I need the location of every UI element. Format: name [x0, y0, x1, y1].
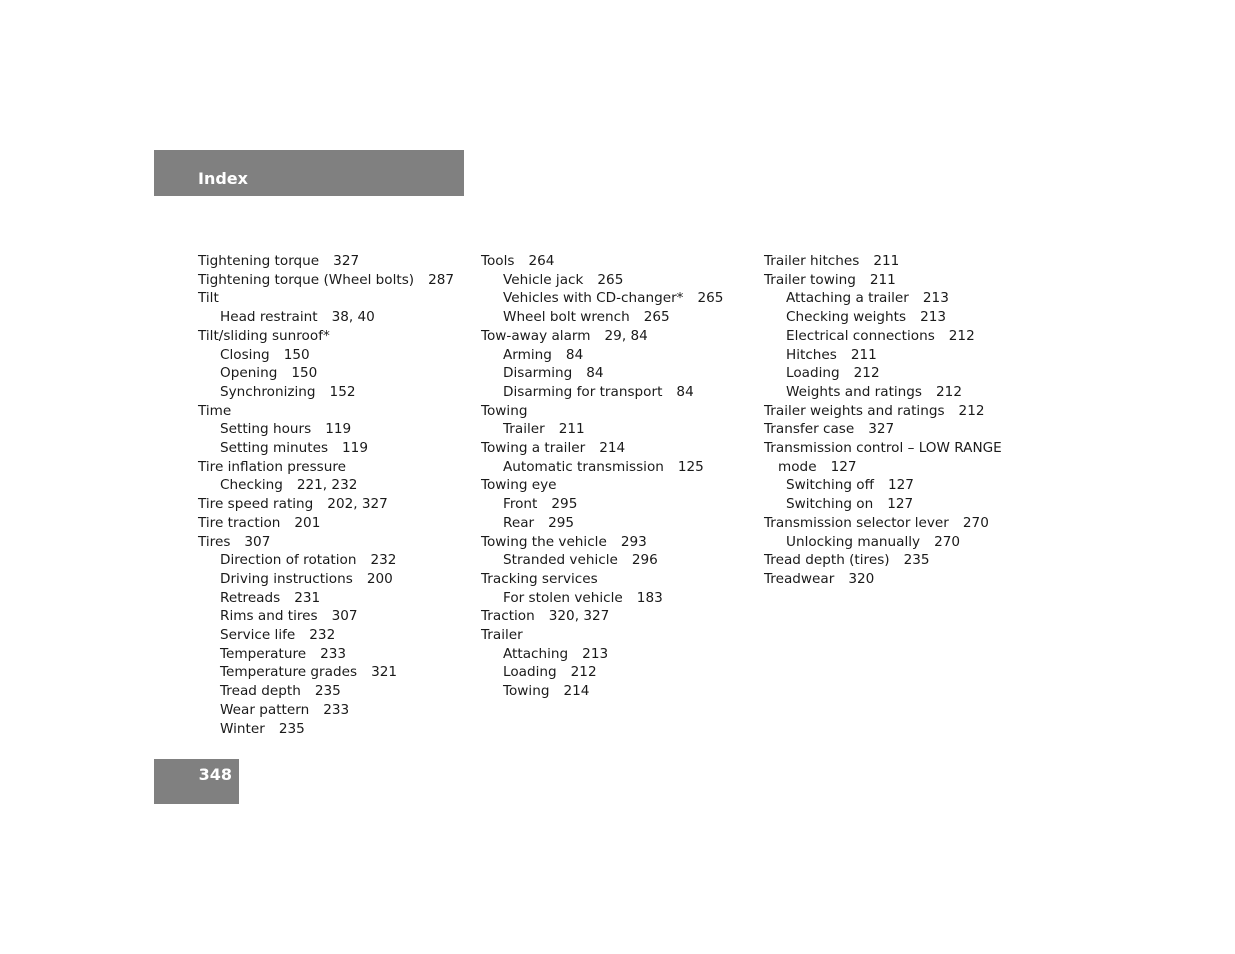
index-subentry	[198, 383, 454, 402]
index-entry	[198, 458, 454, 477]
index-term: For stolen vehicle	[503, 589, 623, 606]
index-subentry	[481, 289, 723, 308]
index-term: Switching on	[786, 496, 874, 513]
index-entry	[481, 439, 723, 458]
index-term: Winter	[220, 720, 265, 737]
index-term: Transfer case	[764, 421, 855, 438]
index-term: Trailer	[481, 627, 523, 644]
index-subentry	[481, 308, 723, 327]
index-entry	[481, 327, 723, 346]
index-page-ref[interactable]: 200	[366, 570, 393, 587]
index-term: Automatic transmission	[503, 458, 664, 475]
index-entry	[764, 551, 1002, 570]
index-subentry	[481, 514, 723, 533]
index-page-ref[interactable]: 183	[636, 589, 663, 606]
index-page-ref[interactable]: 84	[565, 346, 584, 363]
index-page-ref[interactable]: 212	[958, 402, 985, 419]
index-term: Synchronizing	[220, 383, 316, 400]
index-subentry	[764, 308, 1002, 327]
index-term: Head restraint	[220, 309, 318, 326]
index-entry	[198, 271, 454, 290]
index-page-ref[interactable]: 307	[331, 608, 358, 625]
index-term: Towing a trailer	[481, 440, 586, 457]
index-page-ref[interactable]: 212	[853, 365, 880, 382]
index-subentry	[764, 476, 1002, 495]
index-term: Towing	[481, 402, 528, 419]
index-subentry	[198, 701, 454, 720]
index-page-ref[interactable]: 270	[962, 514, 989, 531]
index-subentry	[198, 308, 454, 327]
index-entry	[481, 533, 723, 552]
index-page-ref[interactable]: 125	[677, 458, 704, 475]
index-term: Tread depth (tires)	[764, 552, 890, 569]
index-entry	[481, 607, 723, 626]
page-number: 348	[198, 765, 232, 784]
index-page-ref[interactable]: 212	[936, 383, 962, 400]
index-page-ref[interactable]: 214	[563, 683, 590, 700]
index-subentry	[764, 533, 1002, 552]
index-term: Disarming for transport	[503, 383, 663, 400]
page-number-tab	[154, 759, 239, 804]
index-page-ref[interactable]: 211	[873, 253, 900, 269]
index-entry	[764, 570, 1002, 589]
index-page-ref[interactable]: 265	[643, 309, 670, 326]
index-term: Loading	[786, 365, 840, 382]
index-page-ref[interactable]: 287	[428, 271, 455, 288]
index-subentry	[764, 364, 1002, 383]
index-term: Weights and ratings	[786, 383, 923, 400]
index-entry	[198, 327, 454, 346]
index-entry	[764, 514, 1002, 533]
index-page-ref[interactable]: 211	[850, 346, 877, 363]
index-page-ref[interactable]: 264	[528, 253, 555, 269]
index-term: Towing the vehicle	[481, 533, 607, 550]
index-term: Tires	[198, 533, 231, 550]
index-subentry	[481, 663, 723, 682]
index-page-ref[interactable]: 119	[342, 440, 368, 457]
index-page-ref[interactable]: 231	[294, 589, 321, 606]
index-term: Arming	[503, 346, 552, 363]
index-page-ref[interactable]: 270	[934, 533, 961, 550]
index-page-ref[interactable]: 235	[903, 552, 930, 569]
section-title: Index	[198, 169, 248, 188]
index-entry	[198, 289, 454, 308]
index-term: Rims and tires	[220, 608, 318, 625]
index-subentry	[764, 327, 1002, 346]
index-page-ref[interactable]: 265	[597, 271, 624, 288]
index-term: Wear pattern	[220, 701, 310, 718]
index-page-ref[interactable]: 233	[323, 701, 350, 718]
index-page-ref[interactable]: 327	[868, 421, 895, 438]
index-subentry	[481, 383, 723, 402]
index-term: mode	[778, 458, 817, 475]
index-entry	[764, 439, 1002, 458]
index-subentry	[198, 682, 454, 701]
index-term: Disarming	[503, 365, 573, 382]
index-entry	[198, 495, 454, 514]
index-page-ref[interactable]: 211	[869, 271, 896, 288]
index-term: Checking	[220, 477, 283, 494]
index-entry	[481, 570, 723, 589]
index-subentry	[198, 570, 454, 589]
index-page-ref[interactable]: 127	[887, 477, 914, 494]
index-term: Tire speed rating	[198, 496, 314, 513]
index-subentry	[198, 626, 454, 645]
index-term: Closing	[220, 346, 270, 363]
index-subentry	[198, 663, 454, 682]
index-term: Loading	[503, 664, 557, 681]
index-term: Tools	[481, 253, 515, 269]
index-term: Towing eye	[481, 477, 557, 494]
index-term: Setting minutes	[220, 440, 329, 457]
index-term: Switching off	[786, 477, 874, 494]
index-page-ref[interactable]: 38, 40	[331, 309, 375, 326]
index-page-ref[interactable]: 235	[314, 683, 341, 700]
index-page-ref[interactable]: 119	[325, 421, 352, 438]
index-page-ref[interactable]: 211	[558, 421, 585, 438]
index-page-ref[interactable]: 213	[920, 309, 947, 326]
index-subentry	[481, 645, 723, 664]
index-entry	[481, 402, 723, 421]
index-page-ref[interactable]: 127	[830, 458, 857, 475]
index-term: Tightening torque (Wheel bolts)	[198, 271, 415, 288]
index-entry	[764, 402, 1002, 421]
index-entry	[764, 458, 1002, 477]
index-term: Setting hours	[220, 421, 312, 438]
index-subentry	[764, 346, 1002, 365]
index-page-ref[interactable]: 221, 232	[296, 477, 358, 494]
index-term: Transmission control – LOW RANGE	[764, 440, 1002, 457]
index-page-ref[interactable]: 150	[291, 365, 318, 382]
index-term: Trailer hitches	[764, 253, 860, 269]
index-term: Tire inflation pressure	[198, 458, 346, 475]
index-page-ref[interactable]: 235	[278, 720, 305, 737]
index-term: Tilt	[198, 290, 219, 307]
index-page-ref[interactable]: 84	[676, 383, 694, 400]
index-subentry	[198, 439, 454, 458]
index-page-ref[interactable]: 201	[294, 514, 321, 531]
index-page-ref[interactable]: 152	[329, 383, 356, 400]
index-column-2	[481, 252, 723, 701]
index-page-ref[interactable]: 202, 327	[327, 496, 388, 513]
index-subentry	[481, 364, 723, 383]
index-term: Tightening torque	[198, 253, 320, 269]
index-page-ref[interactable]: 84	[586, 365, 604, 382]
index-entry	[198, 402, 454, 421]
index-page-ref[interactable]: 296	[631, 552, 658, 569]
index-term: Opening	[220, 365, 278, 382]
index-subentry	[481, 495, 723, 514]
index-page-ref[interactable]: 213	[582, 645, 609, 662]
index-term: Vehicles with CD-changer*	[503, 290, 684, 307]
index-term: Tilt/sliding sunroof*	[198, 327, 330, 344]
index-page-ref[interactable]: 212	[570, 664, 597, 681]
index-term: Trailer weights and ratings	[764, 402, 945, 419]
index-term: Checking weights	[786, 309, 907, 326]
index-subentry	[764, 289, 1002, 308]
index-term: Wheel bolt wrench	[503, 309, 630, 326]
index-term: Temperature grades	[220, 664, 358, 681]
index-term: Electrical connections	[786, 327, 935, 344]
index-entry	[198, 533, 454, 552]
index-subentry	[198, 364, 454, 383]
index-page-ref[interactable]: 293	[620, 533, 647, 550]
index-column-1	[198, 252, 454, 738]
index-subentry	[198, 589, 454, 608]
index-page-ref[interactable]: 214	[599, 440, 626, 457]
index-page-ref[interactable]: 150	[283, 346, 310, 363]
index-term: Time	[198, 402, 232, 419]
index-term: Vehicle jack	[503, 271, 584, 288]
index-term: Treadwear	[764, 570, 835, 587]
index-subentry	[198, 607, 454, 626]
index-page-ref[interactable]: 212	[948, 327, 975, 344]
index-subentry	[481, 346, 723, 365]
index-page-ref[interactable]: 29, 84	[604, 327, 648, 344]
index-page-ref[interactable]: 127	[887, 496, 914, 513]
index-page-ref[interactable]: 295	[548, 514, 575, 531]
index-subentry	[481, 682, 723, 701]
index-term: Tow-away alarm	[481, 327, 591, 344]
index-term: Stranded vehicle	[503, 552, 618, 569]
index-term: Temperature	[220, 645, 307, 662]
index-page-ref[interactable]: 307	[244, 533, 271, 550]
index-page-ref[interactable]: 232	[370, 552, 397, 569]
index-page-ref[interactable]: 320	[848, 570, 875, 587]
index-subentry	[764, 495, 1002, 514]
index-term: Unlocking manually	[786, 533, 921, 550]
index-page-ref[interactable]: 233	[320, 645, 347, 662]
index-term: Attaching a trailer	[786, 290, 909, 307]
index-term: Transmission selector lever	[764, 514, 949, 531]
index-subentry	[481, 420, 723, 439]
index-subentry	[198, 551, 454, 570]
index-term: Service life	[220, 627, 296, 644]
index-entry	[764, 252, 1002, 271]
index-subentry	[481, 458, 723, 477]
index-term: Front	[503, 496, 538, 513]
section-header-tab	[154, 150, 464, 196]
index-term: Tread depth	[220, 683, 301, 700]
index-subentry	[198, 346, 454, 365]
index-term: Hitches	[786, 346, 837, 363]
index-entry	[764, 271, 1002, 290]
index-term: Retreads	[220, 589, 281, 606]
index-subentry	[198, 720, 454, 739]
index-term: Traction	[481, 608, 535, 625]
index-entry	[764, 420, 1002, 439]
index-term: Trailer	[503, 421, 545, 438]
index-subentry	[764, 383, 1002, 402]
index-entry	[481, 626, 723, 645]
index-term: Attaching	[503, 645, 569, 662]
index-subentry	[481, 551, 723, 570]
index-subentry	[481, 271, 723, 290]
index-page-ref[interactable]: 265	[697, 290, 724, 307]
index-entry	[198, 514, 454, 533]
index-subentry	[198, 476, 454, 495]
index-page-ref[interactable]: 232	[309, 627, 336, 644]
index-term: Rear	[503, 514, 535, 531]
index-term: Tire traction	[198, 514, 281, 531]
index-entry	[198, 252, 454, 271]
index-entry	[481, 252, 723, 271]
index-subentry	[481, 589, 723, 608]
index-term: Tracking services	[481, 570, 598, 587]
index-page-ref[interactable]: 320, 327	[548, 608, 610, 625]
index-term: Driving instructions	[220, 570, 353, 587]
index-page-ref[interactable]: 327	[333, 253, 360, 269]
index-entry	[481, 476, 723, 495]
index-term: Trailer towing	[764, 271, 856, 288]
index-term: Direction of rotation	[220, 552, 357, 569]
index-subentry	[198, 645, 454, 664]
index-subentry	[198, 420, 454, 439]
index-page-ref[interactable]: 213	[922, 290, 949, 307]
index-page-ref[interactable]: 295	[551, 496, 578, 513]
index-column-3	[764, 252, 1002, 589]
index-term: Towing	[503, 683, 550, 700]
index-page-ref[interactable]: 321	[371, 664, 398, 681]
